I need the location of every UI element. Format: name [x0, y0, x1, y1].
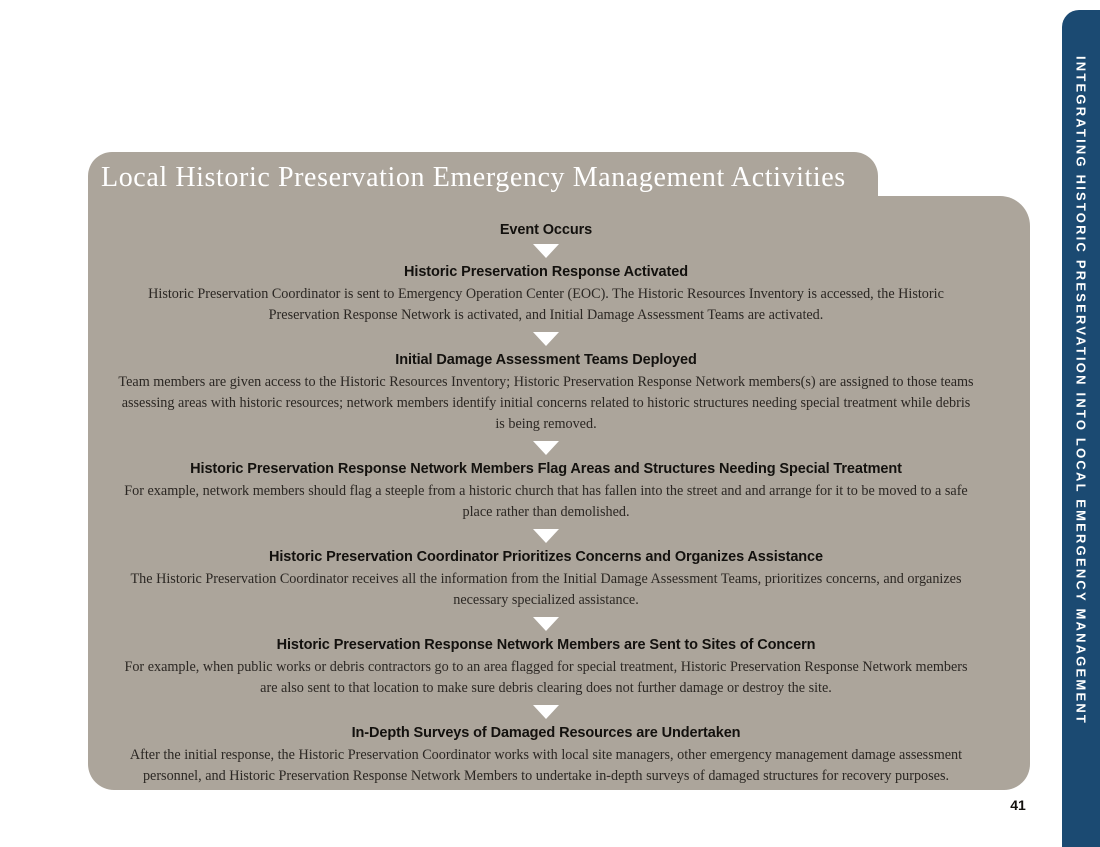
- step-heading: Event Occurs: [499, 222, 593, 238]
- step-heading: Initial Damage Assessment Teams Deployed: [395, 352, 697, 368]
- step-description: Team members are given access to the Historic Resources Inventory; Historic Preservation Response Network members(s) are assigned to those teams assessing areas with historic resources; network members identify initial concerns related to historic structures needing special treatment while debris is being removed.: [118, 374, 974, 432]
- flow-step-in-depth-surveys: [118, 725, 974, 787]
- flowchart: [118, 222, 974, 787]
- step-heading: Historic Preservation Coordinator Prioritizes Concerns and Organizes Assistance: [268, 549, 823, 565]
- flow-step-event-occurs: [118, 222, 974, 238]
- flow-step-sent-to-sites: [118, 637, 974, 699]
- flow-step-response-activated: [118, 264, 974, 326]
- flow-step-flag-areas: [118, 461, 974, 523]
- flow-step-prioritizes-concerns: [118, 549, 974, 611]
- chapter-side-banner: [1062, 10, 1100, 847]
- step-description: After the initial response, the Historic Preservation Coordinator works with local site managers, other emergency management damage assessment personnel, and Historic Preservation Response Network Members to undertake in-depth surveys of damaged structures for recovery purposes.: [129, 747, 963, 784]
- page-title: Local Historic Preservation Emergency Management Activities: [101, 162, 846, 193]
- down-arrow-icon: [533, 617, 559, 631]
- flowchart-panel: [88, 196, 1030, 790]
- step-heading: Historic Preservation Response Network Members are Sent to Sites of Concern: [276, 637, 816, 653]
- step-heading: Historic Preservation Response Activated: [404, 264, 688, 280]
- step-description: Historic Preservation Coordinator is sent to Emergency Operation Center (EOC). The Historic Resources Inventory is accessed, the Historic Preservation Response Network is activated, and Initial Damage Assessment Teams are activated.: [148, 286, 944, 323]
- step-heading: Historic Preservation Response Network Members Flag Areas and Structures Needing Special Treatment: [190, 461, 902, 477]
- step-description: The Historic Preservation Coordinator receives all the information from the Initial Damage Assessment Teams, prioritizes concerns, and organizes necessary specialized assistance.: [130, 571, 962, 608]
- step-description: For example, network members should flag a steeple from a historic church that has fallen into the street and and arrange for it to be moved to a safe place rather than demolished.: [124, 483, 968, 520]
- down-arrow-icon: [533, 332, 559, 346]
- chapter-title-vertical: INTEGRATING HISTORIC PRESERVATION INTO LOCAL EMERGENCY MANAGEMENT: [1073, 56, 1089, 726]
- down-arrow-icon: [533, 529, 559, 543]
- page-number: 41: [1010, 797, 1026, 813]
- down-arrow-icon: [533, 705, 559, 719]
- step-heading: In-Depth Surveys of Damaged Resources are Undertaken: [351, 725, 741, 741]
- step-description: For example, when public works or debris contractors go to an area flagged for special treatment, Historic Preservation Response Network members are also sent to that location to make sure debris clearing does not further damage or destroy the site.: [124, 659, 968, 696]
- down-arrow-icon: [533, 244, 559, 258]
- flow-step-teams-deployed: [118, 352, 974, 435]
- down-arrow-icon: [533, 441, 559, 455]
